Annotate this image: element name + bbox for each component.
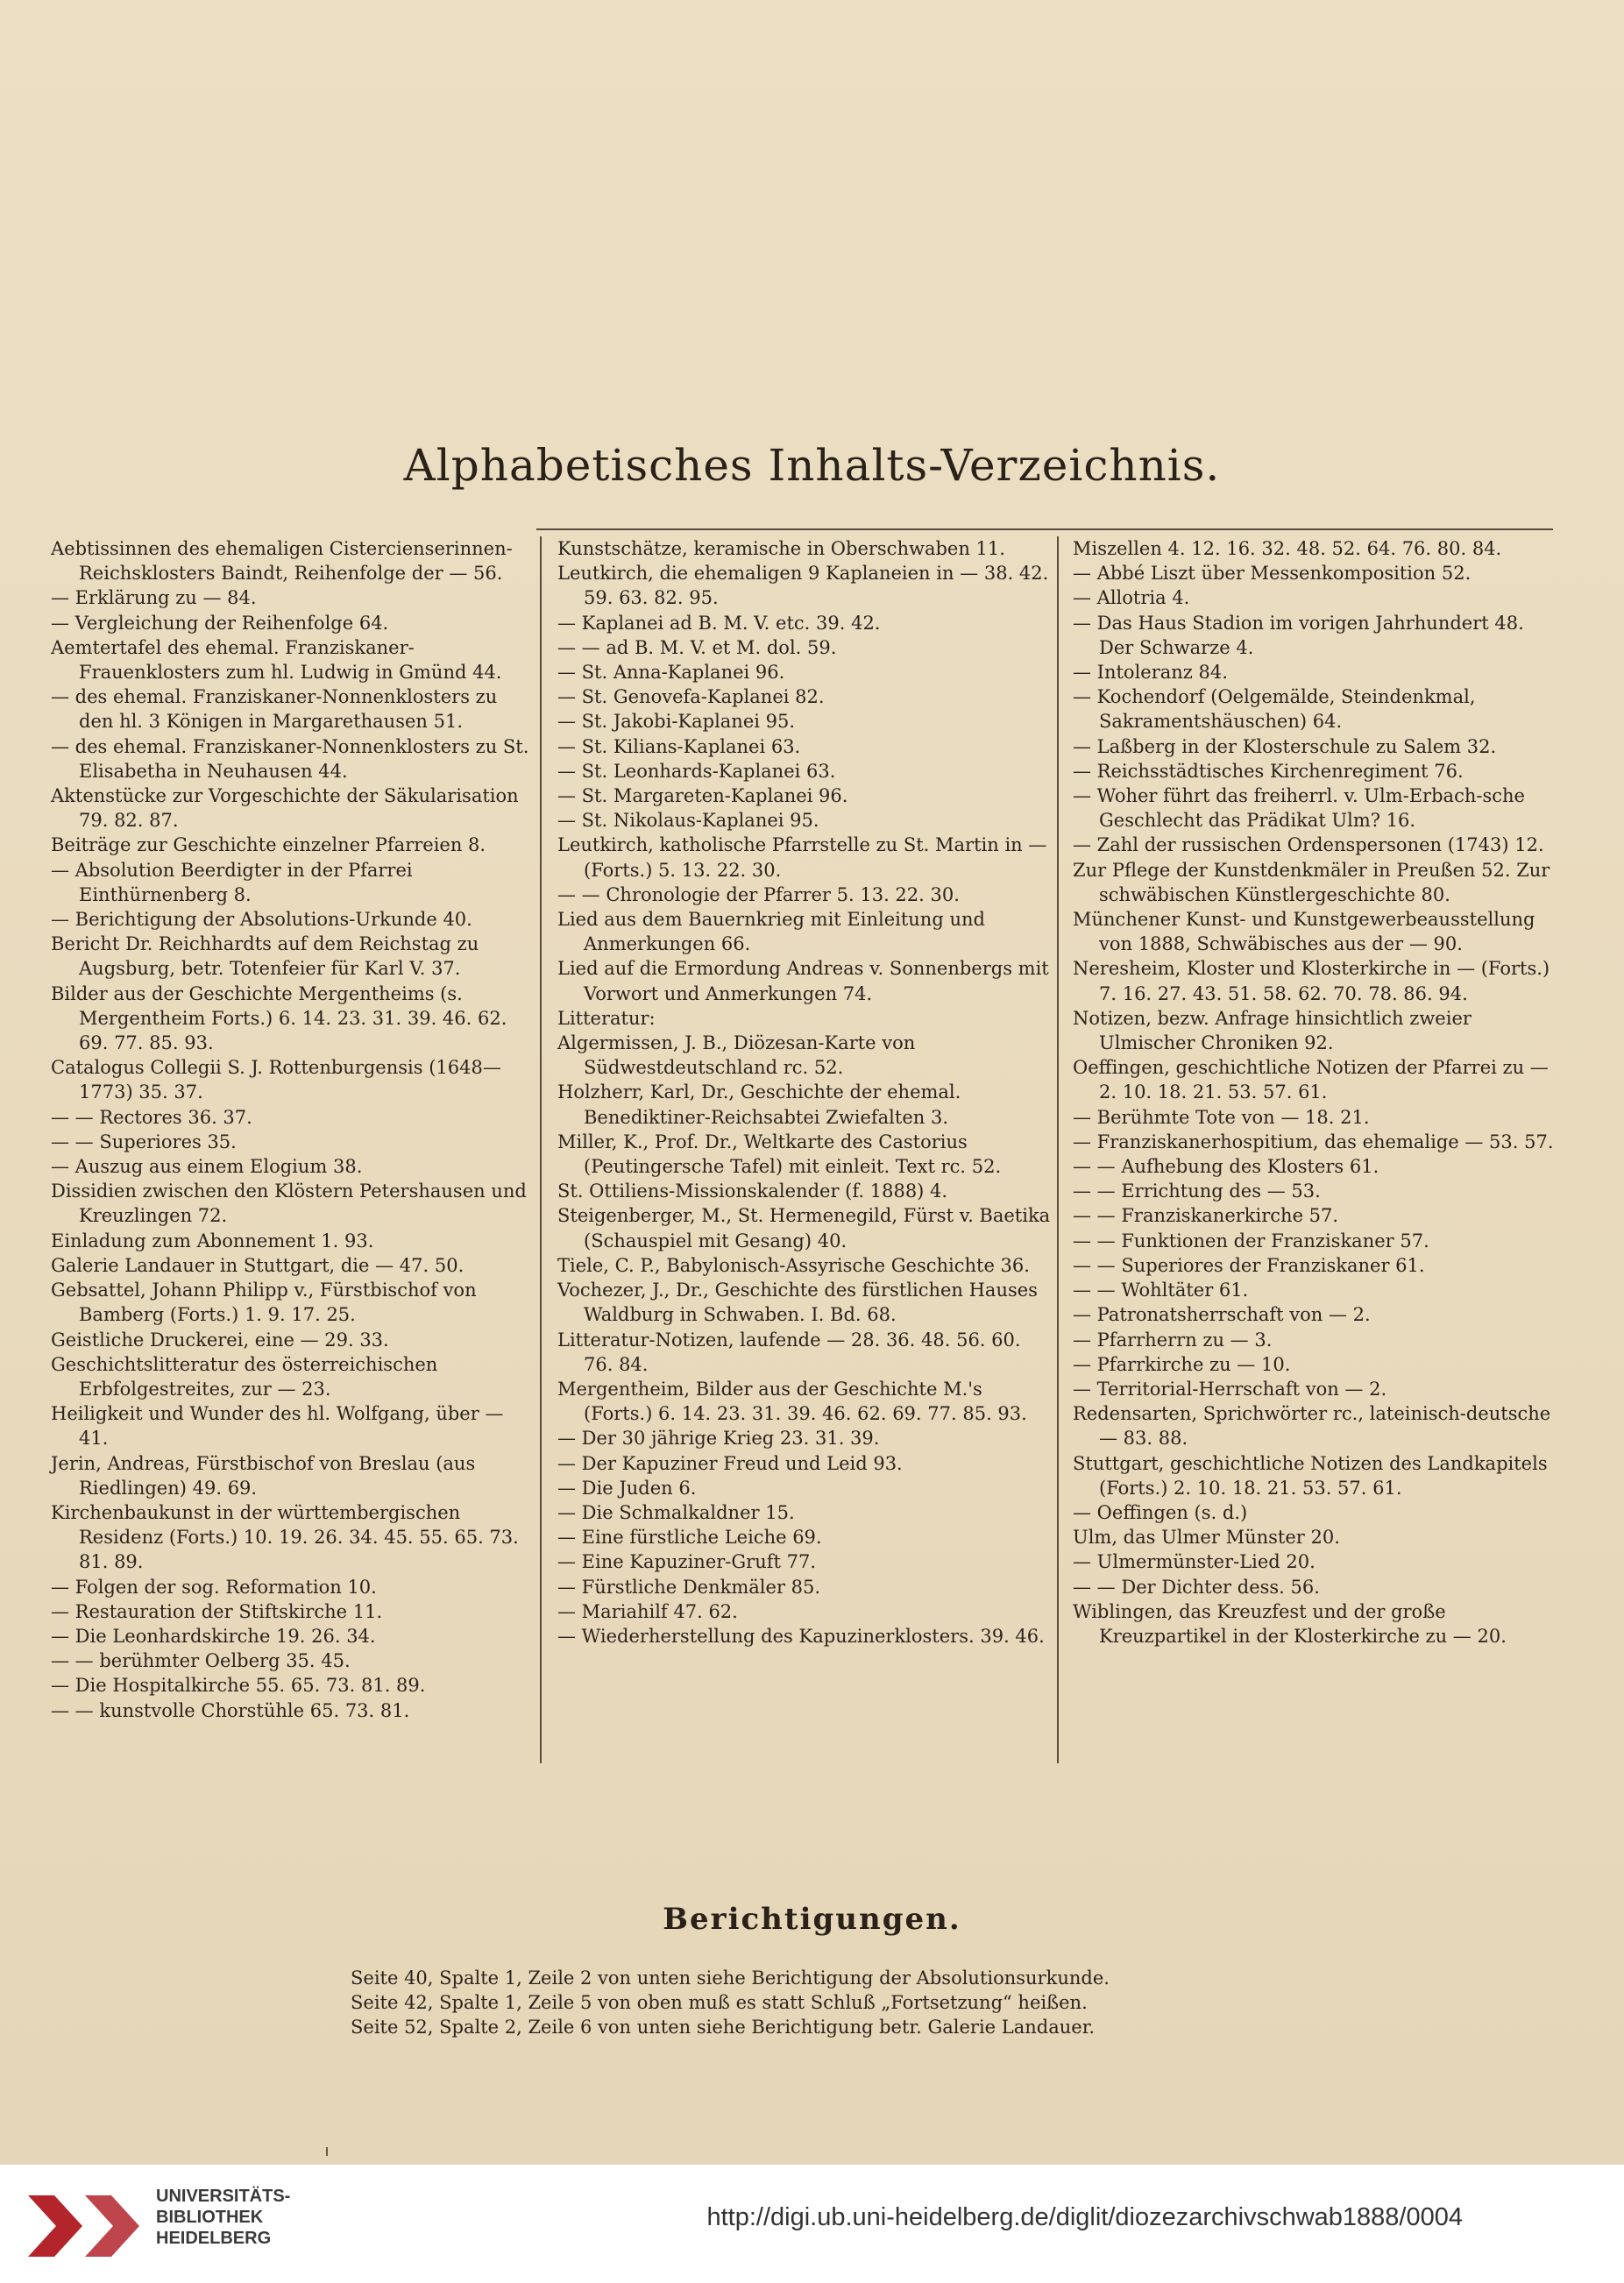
index-entry: Miszellen 4. 12. 16. 32. 48. 52. 64. 76. 80. 84. bbox=[1073, 538, 1502, 559]
index-entry: Einladung zum Abonnement 1. 93. bbox=[51, 1230, 374, 1251]
index-entry: Aemtertafel des ehemal. Franziskaner-Frauenklosters zum hl. Ludwig in Gmünd 44. bbox=[51, 636, 502, 684]
index-entry: — — berühmter Oelberg 35. 45. bbox=[51, 1650, 351, 1672]
index-entry: — Abbé Liszt über Messenkomposition 52. bbox=[1073, 563, 1472, 585]
index-entry: Wiblingen, das Kreuzfest und der große Kreuzpartikel in der Klosterkirche zu — 20. bbox=[1073, 1600, 1507, 1647]
index-entry: — Allotria 4. bbox=[1073, 587, 1190, 609]
column-divider bbox=[1057, 536, 1059, 1763]
index-entry: — — kunstvolle Chorstühle 65. 73. 81. bbox=[51, 1699, 410, 1721]
index-entry: — Pfarrkirche zu — 10. bbox=[1073, 1353, 1291, 1375]
index-entry: — Patronatsherrschaft von — 2. bbox=[1073, 1304, 1371, 1326]
index-entry: — Intoleranz 84. bbox=[1073, 662, 1228, 684]
index-entry: — Eine fürstliche Leiche 69. bbox=[557, 1527, 822, 1549]
correction-line: Seite 52, Spalte 2, Zeile 6 von unten siehe Berichtigung betr. Galerie Landauer. bbox=[351, 2017, 1096, 2038]
index-entry: — Berichtigung der Absolutions-Urkunde 40. bbox=[51, 909, 472, 931]
index-entry: — Die Hospitalkirche 55. 65. 73. 81. 89. bbox=[51, 1675, 426, 1697]
index-entry: — Kochendorf (Oelgemälde, Steindenkmal, Sakramentshäuschen) 64. bbox=[1073, 686, 1482, 733]
index-entry: — St. Genovefa-Kaplanei 82. bbox=[557, 686, 825, 708]
index-entry: — Erklärung zu — 84. bbox=[51, 587, 257, 609]
index-entry: Oeffingen, geschichtliche Notizen der Pfarrei zu — 2. 10. 18. 21. 53. 57. 61. bbox=[1073, 1057, 1555, 1103]
index-entry: — Pfarrherrn zu — 3. bbox=[1073, 1329, 1273, 1351]
index-entry: Catalogus Collegii S. J. Rottenburgensis (1648—1773) 35. 37. bbox=[51, 1057, 501, 1103]
index-entry: — Die Schmalkaldner 15. bbox=[557, 1501, 795, 1523]
index-entry: — Territorial-Herrschaft von — 2. bbox=[1073, 1378, 1387, 1400]
index-entry: — — Aufhebung des Klosters 61. bbox=[1073, 1156, 1379, 1178]
column-divider bbox=[540, 536, 542, 1763]
source-url[interactable]: http://digi.ub.uni-heidelberg.de/diglit/diozezarchivschwab1888/0004 bbox=[706, 2203, 1463, 2231]
index-column-1 bbox=[0, 536, 536, 1723]
index-entry: Steigenberger, M., St. Hermenegild, Fürst v. Baetika (Schauspiel mit Gesang) 40. bbox=[557, 1205, 1056, 1251]
index-entry: — Die Leonhardskirche 19. 26. 34. bbox=[51, 1625, 376, 1647]
index-entry: — Die Juden 6. bbox=[557, 1477, 697, 1499]
index-entry: — Woher führt das freiherrl. v. Ulm-Erbach-sche Geschlecht das Prädikat Ulm? 16. bbox=[1073, 785, 1531, 832]
scan-mark bbox=[326, 2147, 328, 2156]
index-entry: — Wiederherstellung des Kapuzinerklosters. 39. 46. bbox=[557, 1625, 1045, 1647]
index-entry: — Das Haus Stadion im vorigen Jahrhundert 48. Der Schwarze 4. bbox=[1073, 612, 1530, 658]
index-entry: — St. Anna-Kaplanei 96. bbox=[557, 662, 785, 684]
index-entry: — Absolution Beerdigter in der Pfarrei Einthürnenberg 8. bbox=[51, 859, 419, 905]
index-entry: Mergentheim, Bilder aus der Geschichte M.'s (Forts.) 6. 14. 23. 31. 39. 46. 62. 69. 77. 85. 93. bbox=[557, 1378, 1027, 1425]
index-entry: — Kaplanei ad B. M. V. etc. 39. 42. bbox=[557, 612, 881, 634]
index-entry: — Reichsstädtisches Kirchenregiment 76. bbox=[1073, 760, 1464, 782]
library-logo-icon bbox=[19, 2182, 146, 2270]
index-entry: Neresheim, Kloster und Klosterkirche in — (Forts.) 7. 16. 27. 43. 51. 58. 62. 70. 78. 86. 94. bbox=[1073, 958, 1556, 1004]
index-entry: Redensarten, Sprichwörter rc., lateinisch-deutsche — 83. 88. bbox=[1073, 1403, 1557, 1450]
index-entry: — Der Kapuziner Freud und Leid 93. bbox=[557, 1452, 903, 1474]
index-entry: — St. Margareten-Kaplanei 96. bbox=[557, 785, 848, 807]
index-entry: Ulm, das Ulmer Münster 20. bbox=[1073, 1527, 1340, 1549]
index-entry: — — Superiores der Franziskaner 61. bbox=[1073, 1254, 1425, 1276]
index-entry: — St. Nikolaus-Kaplanei 95. bbox=[557, 810, 819, 832]
top-rule bbox=[536, 528, 1553, 530]
index-entry: — — Der Dichter dess. 56. bbox=[1073, 1576, 1320, 1598]
index-entry: — — Funktionen der Franziskaner 57. bbox=[1073, 1230, 1429, 1251]
index-entry: — Laßberg in der Klosterschule zu Salem 32. bbox=[1073, 735, 1497, 757]
index-entry: Jerin, Andreas, Fürstbischof von Breslau (aus Riedlingen) 49. 69. bbox=[51, 1452, 481, 1499]
index-entry: — Auszug aus einem Elogium 38. bbox=[51, 1156, 363, 1178]
index-entry: St. Ottiliens-Missionskalender (f. 1888) 4. bbox=[557, 1180, 948, 1202]
index-entry: Leutkirch, katholische Pfarrstelle zu St. Martin in — (Forts.) 5. 13. 22. 30. bbox=[557, 834, 1053, 881]
index-entry: — Vergleichung der Reihenfolge 64. bbox=[51, 612, 389, 634]
index-entry: Geschichtslitteratur des österreichischen Erbfolgestreites, zur — 23. bbox=[51, 1353, 443, 1400]
index-entry: — — Franziskanerkirche 57. bbox=[1073, 1205, 1339, 1227]
library-name-line: UNIVERSITÄTS- bbox=[156, 2187, 291, 2206]
index-entry: Stuttgart, geschichtliche Notizen des Landkapitels (Forts.) 2. 10. 18. 21. 53. 57. 61. bbox=[1073, 1452, 1554, 1499]
index-entry: — Folgen der sog. Reformation 10. bbox=[51, 1576, 377, 1598]
page-title: Alphabetisches Inhalts-Verzeichnis. bbox=[403, 440, 1221, 491]
index-entry: Aktenstücke zur Vorgeschichte der Säkularisation 79. 82. 87. bbox=[51, 785, 525, 832]
correction-line: Seite 40, Spalte 1, Zeile 2 von unten siehe Berichtigung der Absolutionsurkunde. bbox=[351, 1967, 1110, 1989]
index-entry: — St. Kilians-Kaplanei 63. bbox=[557, 735, 801, 757]
index-entry: Notizen, bezw. Anfrage hinsichtlich zweier Ulmischer Chroniken 92. bbox=[1073, 1007, 1478, 1054]
index-entry: — — Errichtung des — 53. bbox=[1073, 1180, 1321, 1202]
index-entry: — Oeffingen (s. d.) bbox=[1073, 1501, 1248, 1523]
index-entry: Lied auf die Ermordung Andreas v. Sonnenbergs mit Vorwort und Anmerkungen 74. bbox=[557, 958, 1055, 1004]
index-entry: — — ad B. M. V. et M. dol. 59. bbox=[557, 636, 837, 658]
index-entry: — Der 30 jährige Krieg 23. 31. 39. bbox=[557, 1428, 880, 1450]
index-column-2 bbox=[547, 536, 1055, 1648]
index-entry: — Restauration der Stiftskirche 11. bbox=[51, 1600, 383, 1622]
index-entry: — Ulmermünster-Lied 20. bbox=[1073, 1551, 1316, 1573]
index-entry: Bericht Dr. Reichhardts auf dem Reichstag zu Augsburg, betr. Totenfeier für Karl V. 37. bbox=[51, 933, 485, 980]
index-entry: — Eine Kapuziner-Gruft 77. bbox=[557, 1551, 817, 1573]
index-entry: Aebtissinnen des ehemaligen Cistercienserinnen-Reichsklosters Baindt, Reihenfolge der — 56. bbox=[51, 538, 513, 585]
index-entry: — St. Jakobi-Kaplanei 95. bbox=[557, 711, 796, 733]
index-entry: Tiele, C. P., Babylonisch-Assyrische Geschichte 36. bbox=[557, 1254, 1030, 1276]
footer-bar bbox=[0, 2165, 1624, 2283]
index-entry: Galerie Landauer in Stuttgart, die — 47. 50. bbox=[51, 1254, 465, 1276]
corrections-title: Berichtigungen. bbox=[663, 1902, 961, 1937]
index-entry: — — Chronologie der Pfarrer 5. 13. 22. 30. bbox=[557, 883, 960, 905]
index-entry: Beiträge zur Geschichte einzelner Pfarreien 8. bbox=[51, 834, 486, 856]
correction-line: Seite 42, Spalte 1, Zeile 5 von oben muß es statt Schluß „Fortsetzung“ heißen. bbox=[351, 1992, 1088, 2013]
index-entry: Miller, K., Prof. Dr., Weltkarte des Castorius (Peutingersche Tafel) mit einleit. Text rc. 52. bbox=[557, 1131, 1002, 1178]
index-entry: Algermissen, J. B., Diözesan-Karte von Südwestdeutschland rc. 52. bbox=[557, 1032, 921, 1079]
index-entry: — des ehemal. Franziskaner-Nonnenklosters zu den hl. 3 Königen in Margarethausen 51. bbox=[51, 686, 503, 733]
index-entry: — Franziskanerhospitium, das ehemalige — 53. 57. bbox=[1073, 1131, 1554, 1152]
index-entry: Heiligkeit und Wunder des hl. Wolfgang, über — 41. bbox=[51, 1403, 510, 1450]
index-entry: Geistliche Druckerei, eine — 29. 33. bbox=[51, 1329, 389, 1351]
index-entry: Zur Pflege der Kunstdenkmäler in Preußen 52. Zur schwäbischen Künstlergeschichte 80. bbox=[1073, 859, 1557, 905]
index-entry: Bilder aus der Geschichte Mergentheims (s. Mergentheim Forts.) 6. 14. 23. 31. 39. 46. 62. 69. 77. 85. 93. bbox=[51, 982, 514, 1054]
index-entry: — Berühmte Tote von — 18. 21. bbox=[1073, 1106, 1370, 1128]
index-entry: Dissidien zwischen den Klöstern Petershausen und Kreuzlingen 72. bbox=[51, 1180, 533, 1227]
index-entry: Litteratur-Notizen, laufende — 28. 36. 48. 56. 60. 76. 84. bbox=[557, 1329, 1027, 1375]
index-entry: Gebsattel, Johann Philipp v., Fürstbischof von Bamberg (Forts.) 1. 9. 17. 25. bbox=[51, 1280, 483, 1326]
index-entry: — St. Leonhards-Kaplanei 63. bbox=[557, 760, 836, 782]
index-entry: Litteratur: bbox=[557, 1007, 656, 1029]
index-entry: Lied aus dem Bauernkrieg mit Einleitung und Anmerkungen 66. bbox=[557, 909, 991, 955]
library-name-line: HEIDELBERG bbox=[156, 2229, 272, 2248]
index-entry: — — Superiores 35. bbox=[51, 1131, 237, 1152]
index-entry: — des ehemal. Franziskaner-Nonnenklosters zu St. Elisabetha in Neuhausen 44. bbox=[51, 735, 535, 782]
index-entry: — Fürstliche Denkmäler 85. bbox=[557, 1576, 821, 1598]
index-entry: Vochezer, J., Dr., Geschichte des fürstlichen Hauses Waldburg in Schwaben. I. Bd. 68. bbox=[557, 1280, 1044, 1326]
index-entry: — — Rectores 36. 37. bbox=[51, 1106, 252, 1128]
index-entry: Holzherr, Karl, Dr., Geschichte der ehemal. Benediktiner-Reichsabtei Zwiefalten 3. bbox=[557, 1081, 968, 1128]
index-column-3 bbox=[1066, 536, 1562, 1648]
index-entry: — Mariahilf 47. 62. bbox=[557, 1600, 738, 1622]
corrections-list bbox=[351, 1966, 1280, 2039]
index-entry: Leutkirch, die ehemaligen 9 Kaplaneien in — 38. 42. 59. 63. 82. 95. bbox=[557, 563, 1055, 609]
library-name-line: BIBLIOTHEK bbox=[156, 2208, 264, 2227]
index-entry: — — Wohltäter 61. bbox=[1073, 1280, 1249, 1301]
index-entry: Kirchenbaukunst in der württembergischen Residenz (Forts.) 10. 19. 26. 34. 45. 55. 65. 73. 81. 89. bbox=[51, 1501, 525, 1573]
index-entry: Münchener Kunst- und Kunstgewerbeausstellung von 1888, Schwäbisches aus der — 90. bbox=[1073, 909, 1542, 955]
index-entry: — Zahl der russischen Ordenspersonen (1743) 12. bbox=[1073, 834, 1544, 856]
index-entry: Kunstschätze, keramische in Oberschwaben 11. bbox=[557, 538, 1005, 559]
library-name bbox=[156, 2186, 290, 2249]
